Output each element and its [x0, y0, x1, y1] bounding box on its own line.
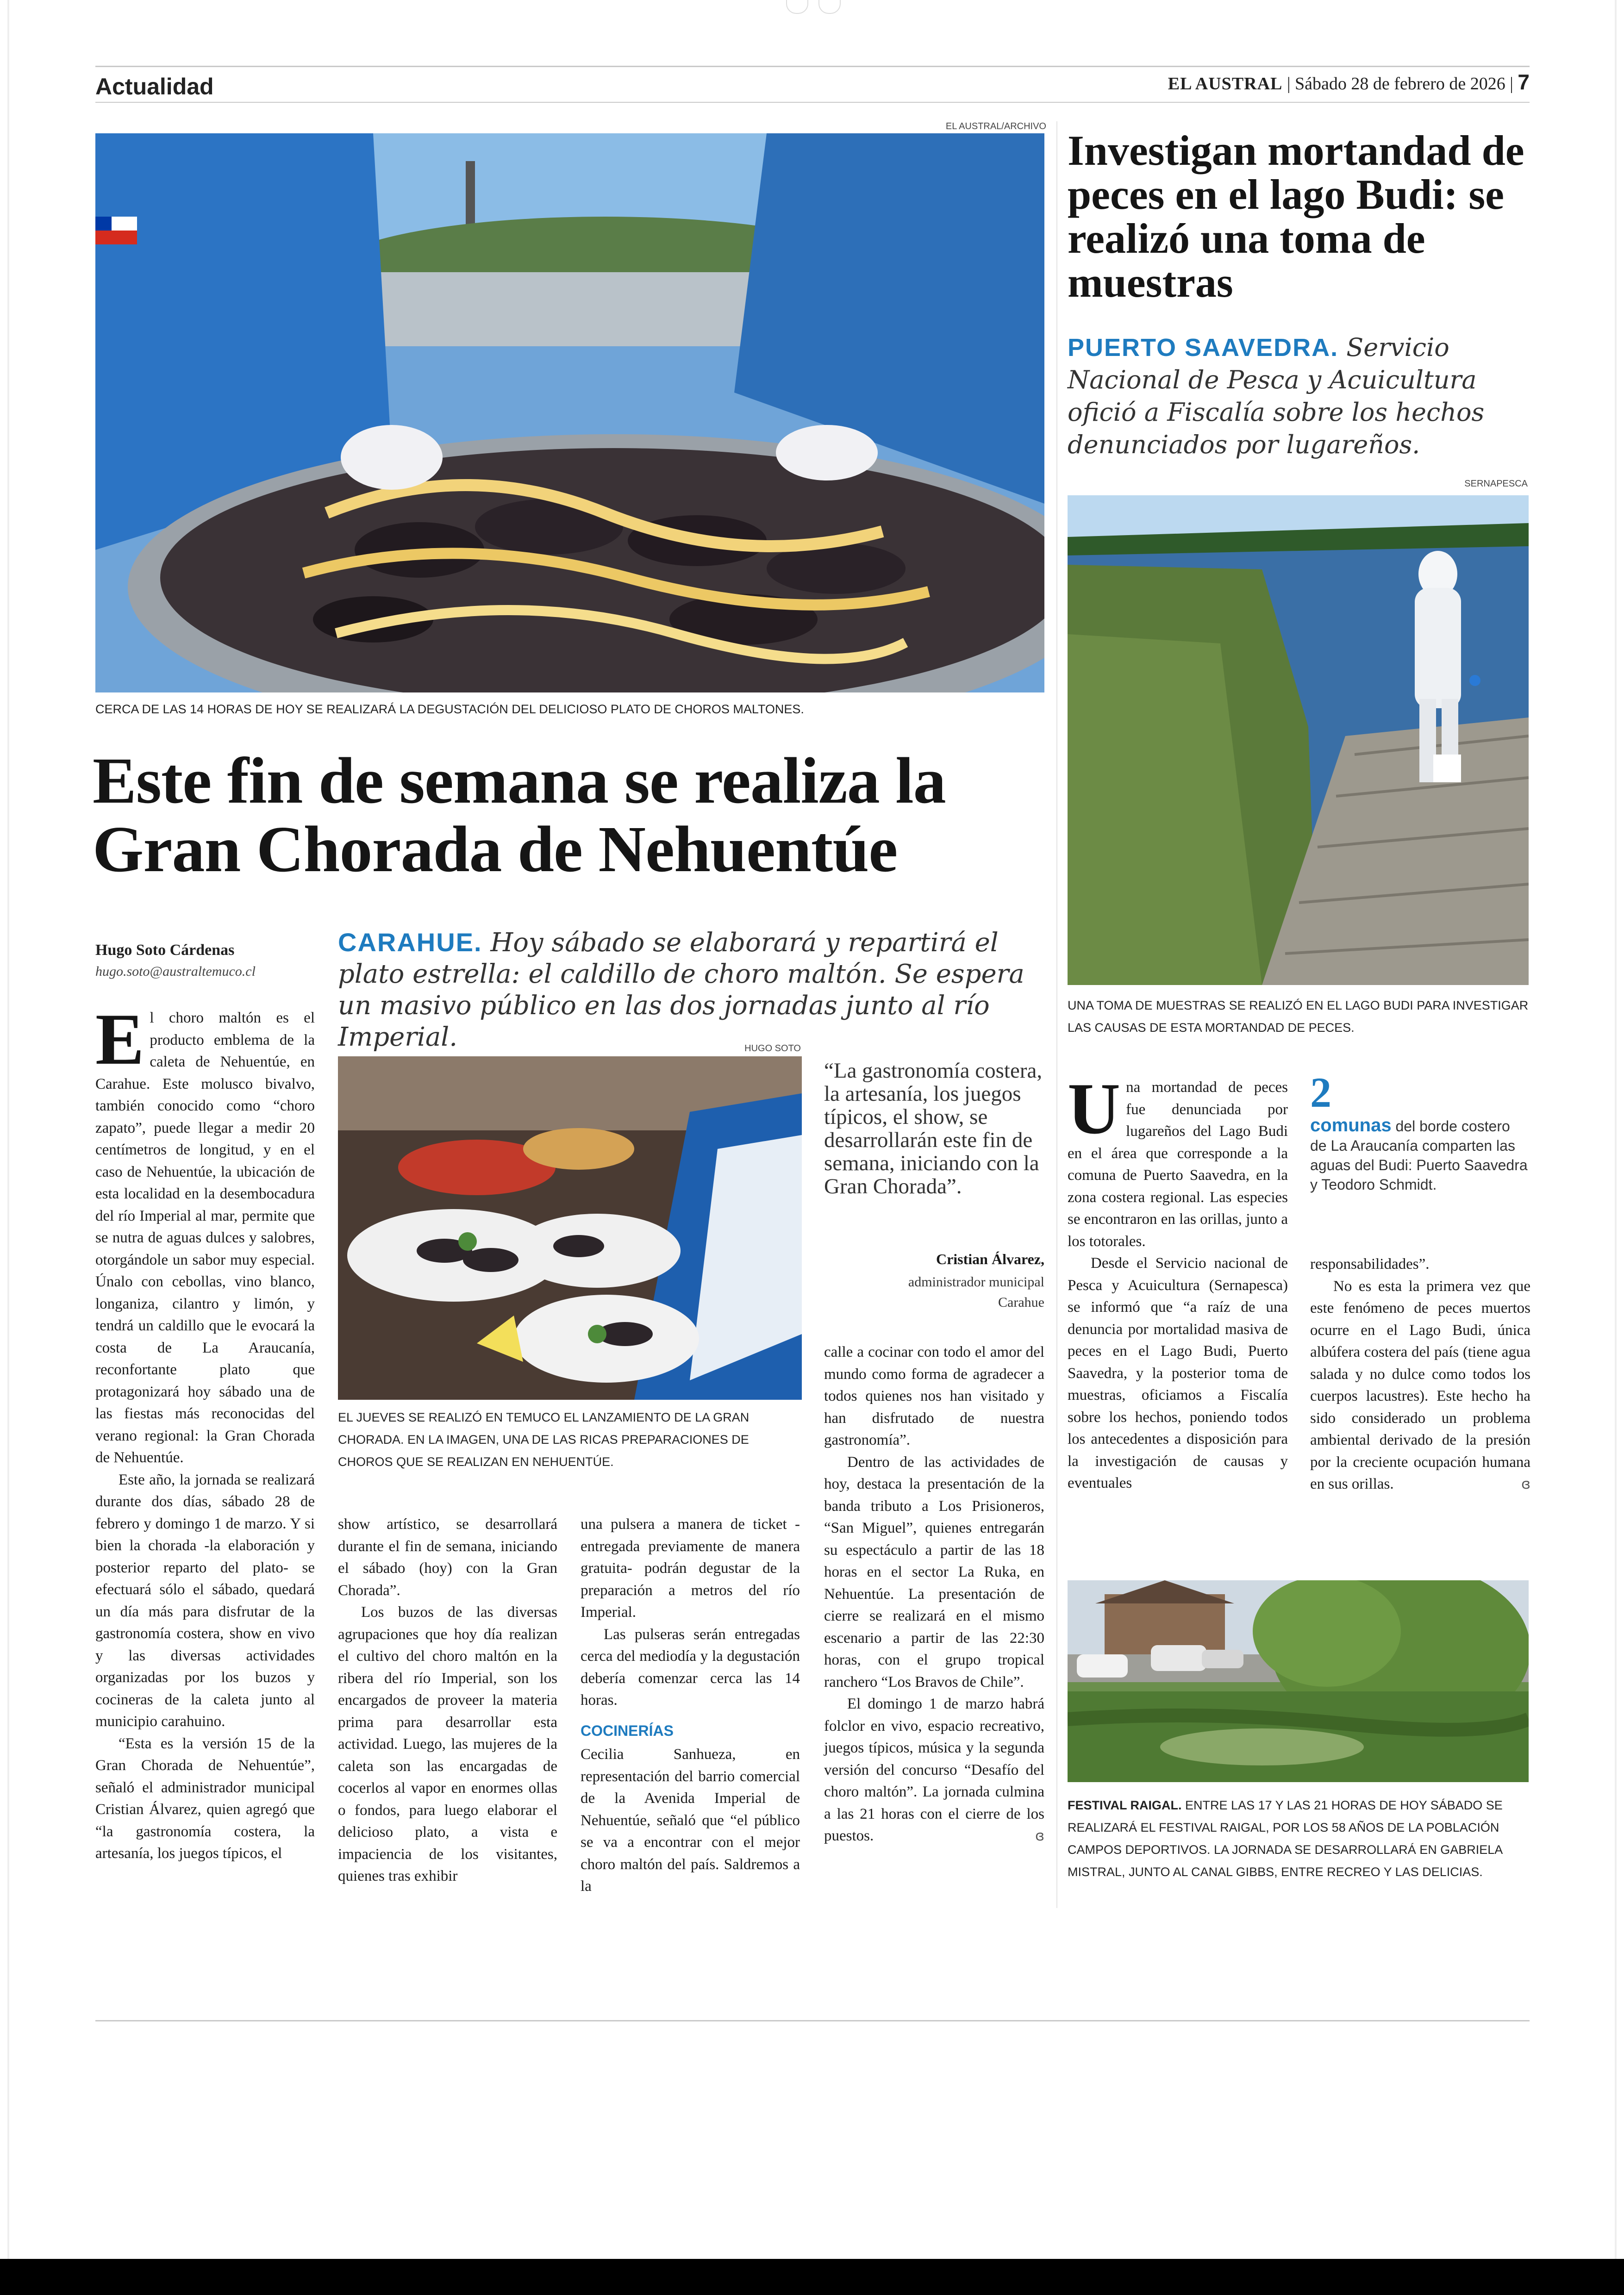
main-col1-p2: Este año, la jornada se realizará durante dos días, sábado 28 de febrero y domingo 1 de marzo. Y si bien la chorada -la elaboración y posterior reparto del plato- se efectuará sólo el sábado, quedará un día más para disfrutar de la gastronomía costera, show en vivo y las diversas actividades organizadas por los buzos y cocineras de la caleta junto al municipio carahuino.: [95, 1471, 315, 1730]
main-kicker: CARAHUE.: [338, 928, 482, 957]
stat-number: 2: [1310, 1069, 1331, 1116]
page-number: 7: [1518, 70, 1530, 94]
footer-rule: [95, 2020, 1530, 2021]
choros-platter-photo: [338, 1056, 802, 1400]
column-divider: [1056, 121, 1057, 1908]
main-photo-caption: CERCA DE LAS 14 HORAS DE HOY SE REALIZARÁ LA DEGUSTACIÓN DEL DELICIOSO PLATO DE CHOROS MALTONES.: [95, 702, 804, 716]
side-photo: [1068, 495, 1529, 985]
main-col4-p2: Dentro de las actividades de hoy, destaca la presentación de la banda tributo a Los Prisioneros, “San Miguel”, quienes entregarán su espectáculo a partir de las 18 horas en el sector La Ruka, en Nehuentúe. La presentación de cierre se realizará en el mismo escenario a partir de las 22:30 horas, con el grupo tropical ranchero “Los Bravos de Chile”.: [824, 1453, 1044, 1690]
canal-park-photo: [1068, 1580, 1529, 1782]
side-col2-p1: responsabilidades”.: [1310, 1256, 1430, 1272]
brief-title: FESTIVAL RAIGAL.: [1068, 1798, 1182, 1812]
end-mark-icon: ɞ: [1521, 1476, 1530, 1492]
main-col3-subhead: COCINERÍAS: [581, 1722, 674, 1739]
page-edge-right: [1615, 0, 1617, 2259]
main-col2-p1: show artístico, se desarrollará durante el fin de semana, iniciando el sábado (hoy) con la Gran Chorada”.: [338, 1516, 557, 1599]
quote-role-line: administrador municipal: [908, 1274, 1044, 1290]
main-lead-text: Hoy sábado se elaborará y repartirá el plato estrella: el caldillo de choro maltón. Se espera un masivo público en las dos jornadas junto al río Imperial.: [338, 928, 1024, 1052]
main-col3-p1: una pulsera a manera de ticket -entregada previamente de manera gratuita- podrán degustar de la preparación a metros del río Imperial.: [581, 1516, 800, 1621]
next-page-icon[interactable]: [818, 0, 841, 14]
side-col2-p2: [1310, 1276, 1530, 1496]
main-column-4: [824, 1341, 1044, 1847]
issue-date: Sábado 28 de febrero de 2026: [1295, 74, 1505, 94]
side-photo-caption: UNA TOMA DE MUESTRAS SE REALIZÓ EN EL LAGO BUDI PARA INVESTIGAR LAS CAUSAS DE ESTA MORTANDAD DE PECES.: [1068, 998, 1529, 1035]
main-col1-paragraph: [95, 999, 315, 1469]
main-photo-credit: EL AUSTRAL/ARCHIVO: [945, 121, 1046, 131]
brief-photo: [1068, 1580, 1529, 1782]
brief-body: ENTRE LAS 17 Y LAS 21 HORAS DE HOY SÁBADO SE REALIZARÁ EL FESTIVAL RAIGAL, POR LOS 58 AÑOS DE LA POBLACIÓN CAMPOS DEPORTIVOS. LA JORNADA SE DESARROLLARÁ EN GABRIELA MISTRAL, JUNTO AL CANAL GIBBS, ENTRE RECREO Y LAS DELICIAS.: [1068, 1798, 1503, 1879]
stat-label: comunas: [1310, 1115, 1392, 1135]
stat-description: del borde costero de La Araucanía comparten las aguas del Budi: Puerto Saavedra y Teodoro Schmidt.: [1310, 1118, 1528, 1193]
pull-quote: “La gastronomía costera, la artesanía, los juegos típicos, el show, se desarrollarán este fin de semana, iniciando con la Gran Chorada”.: [824, 1059, 1043, 1198]
side-col1-paragraph: [1068, 1068, 1288, 1253]
newspaper-name: EL AUSTRAL: [1168, 74, 1283, 94]
quote-attribution-name: Cristian Álvarez,: [936, 1251, 1044, 1267]
main-photo: [95, 133, 1044, 692]
side-col1-p2: Desde el Servicio nacional de Pesca y Acuicultura (Sernapesca) se informó que “a raíz de una denuncia por mortalidad masiva de peces en el Lago Budi, Puerto Saavedra, y la posterior toma de muestras, oficiamos a Fiscalía sobre los hechos, poniendo todos los antecedentes a disposición para la investigación de causas y eventuales: [1068, 1255, 1288, 1491]
main-col2-p2: Los buzos de las diversas agrupaciones que hoy día realizan el cultivo del choro maltón en la ribera del río Imperial, son los encargados de proveer la materia prima para desarrollar esta actividad. Luego, las mujeres de la caleta son las encargadas de cocerlos al vapor en enormes ollas o fondos, para luego elaborar el delicioso plato, a vista e impaciencia de los visitantes, quienes tras exhibir: [338, 1604, 557, 1884]
main-dropcap: E: [95, 999, 144, 1080]
side-photo-credit: SERNAPESCA: [1464, 479, 1528, 489]
masthead-separator: |: [1287, 74, 1295, 94]
side-column-1: [1068, 1068, 1288, 1495]
end-mark-icon: ɞ: [1035, 1828, 1044, 1844]
viewer-bottom-bar: [0, 2259, 1624, 2295]
main-col1-p3: “Esta es la versión 15 de la Gran Chorada de Nehuentúe”, señaló el administrador municipal Cristian Álvarez, quien agregó que “la gastronomía costera, la artesanía, los juegos típicos, el: [95, 1735, 315, 1862]
main-column-3: [581, 1514, 800, 1898]
main-col1-p1: l choro maltón es el producto emblema de la caleta de Nehuentúe, en Carahue. Este molusco bivalvo, también conocido como “choro zapato”, puede llegar a medir 20 centímetros de longitud, y en el caso de Nehuentúe, la ubicación de esta localidad en la desembocadura del río Imperial al mar, permite que se nutra de aguas dulces y salobres, otorgándole un sabor muy especial. Únalo con cebollas, vino blanco, longaniza, cilantro y limón, y tendrá un caldillo que le evocará la costa de La Araucanía, reconfortante plato que protagonizará hoy sábado una de las fiestas más reconocidas del verano regional: la Gran Chorada de Nehuentúe.: [95, 1010, 315, 1466]
header-rule: [95, 66, 1530, 67]
side-lead: [1068, 331, 1530, 461]
side-kicker: PUERTO SAAVEDRA.: [1068, 334, 1339, 362]
section-label: Actualidad: [95, 74, 214, 100]
main-headline: Este fin de semana se realiza la Gran Chorada de Nehuentúe: [93, 744, 946, 886]
main-col3-p2: Las pulseras serán entregadas cerca del mediodía y la degustación debería comenzar cerca las 14 horas.: [581, 1626, 800, 1709]
masthead-separator: |: [1510, 74, 1518, 94]
main-column-1: [95, 999, 315, 1865]
lake-sampling-photo: [1068, 495, 1529, 985]
main-col4-p3: [824, 1693, 1044, 1847]
side-col1-text: na mortandad de peces fue denunciada por lugareños del Lago Budi en el área que corresponde a la comuna de Puerto Saavedra, en la zona costera regional. Las especies se encontraron en las orillas, junto a los totorales.: [1068, 1079, 1288, 1250]
side-dropcap: U: [1068, 1068, 1121, 1149]
main-col3-p3: Cecilia Sanhueza, en representación del barrio comercial de la Avenida Imperial de Nehuentúe, señaló que “el público se va a encontrar con el mejor choro maltón del país. Saldremos a la: [581, 1746, 800, 1895]
header-underline: [95, 102, 1530, 103]
main-lead: [338, 927, 1046, 1053]
side-col2-p2-text: No es esta la primera vez que este fenómeno de peces muertos ocurre en el Lago Budi, única albúfera costera del país (tiene agua salada y no dulce como todos los cuerpos lacustres). Este hecho ha sido considerado un problema ambiental derivado de la presión por la creciente ocupación humana en sus orillas.: [1310, 1278, 1530, 1492]
inline-photo-caption: EL JUEVES SE REALIZÓ EN TEMUCO EL LANZAMIENTO DE LA GRAN CHORADA. EN LA IMAGEN, UNA DE LAS RICAS PREPARACIONES DE CHOROS QUE SE REALIZAN EN NEHUENTÚE.: [338, 1410, 750, 1469]
inline-photo: [338, 1056, 802, 1400]
main-col4-p1: calle a cocinar con todo el amor del mundo como forma de agradecer a todos quienes nos han visitado y han disfrutado de nuestra gastronomía”.: [824, 1344, 1044, 1448]
main-column-2: [338, 1514, 557, 1888]
mussels-tray-photo: [95, 133, 1044, 692]
side-lead-text: Servicio Nacional de Pesca y Acuicultura ofició a Fiscalía sobre los hechos denunciados por lugareños.: [1068, 333, 1485, 459]
quote-attribution-role: [824, 1272, 1044, 1313]
inline-photo-credit: HUGO SOTO: [744, 1043, 801, 1054]
page-edge-left: [7, 0, 9, 2259]
prev-page-icon[interactable]: [786, 0, 808, 14]
byline-name: Hugo Soto Cárdenas: [95, 942, 235, 959]
side-column-2: [1310, 1254, 1530, 1496]
side-headline: Investigan mortandad de peces en el lago Budi: se realizó una toma de muestras: [1068, 127, 1524, 306]
quote-role-line: Carahue: [998, 1295, 1044, 1310]
stat-text: [1310, 1116, 1528, 1194]
byline-email: hugo.soto@australtemuco.cl: [95, 964, 256, 979]
main-col4-p3-text: El domingo 1 de marzo habrá folclor en vivo, espacio recreativo, juegos típicos, música y la segunda versión del concurso “Desafío del choro maltón”. La jornada culmina a las 21 horas con el cierre de los puestos.: [824, 1696, 1044, 1844]
masthead: [1168, 69, 1530, 94]
brief-text: [1068, 1794, 1532, 1883]
